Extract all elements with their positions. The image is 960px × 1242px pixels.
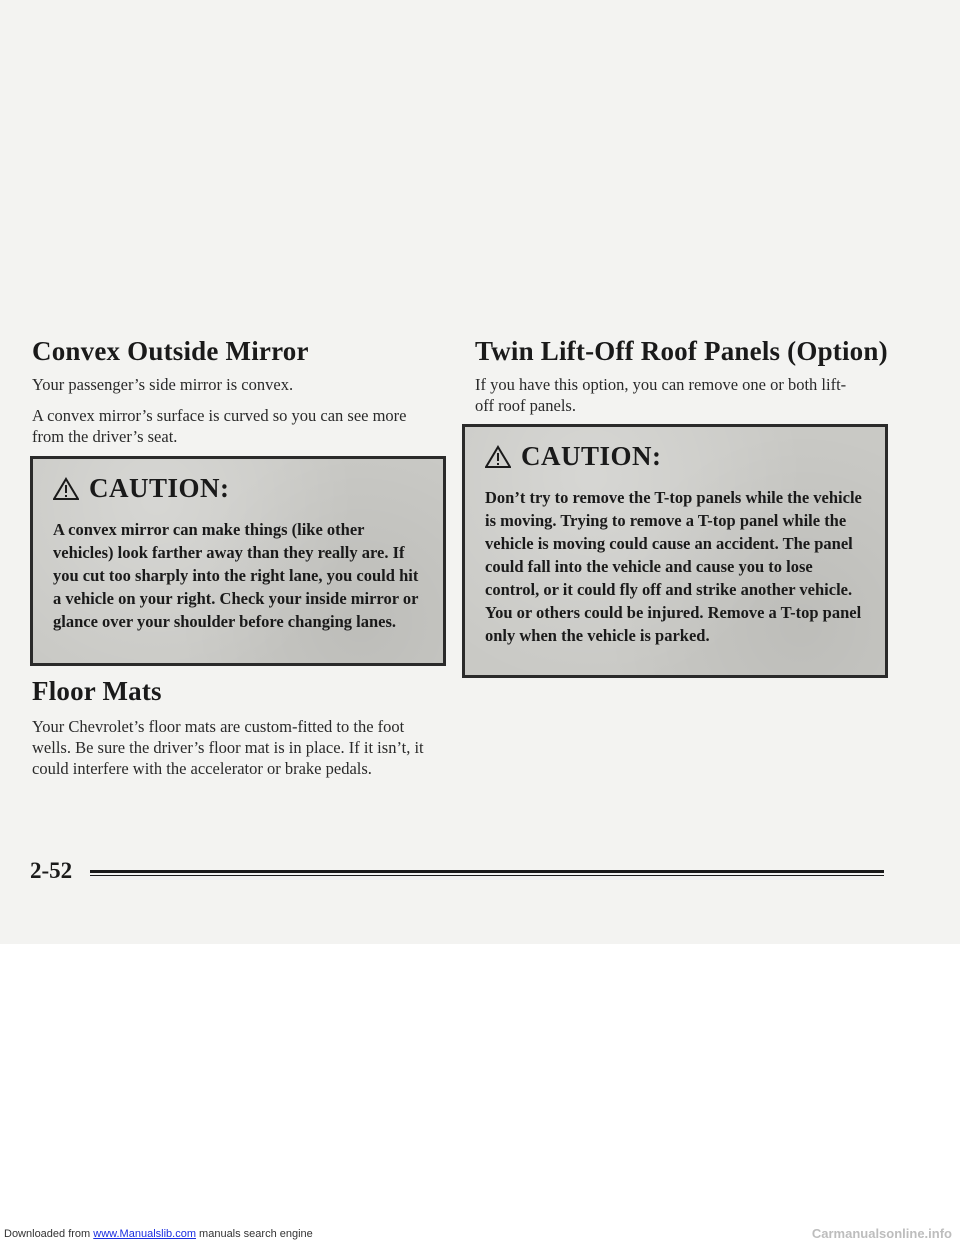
roof-panels-caution-box (462, 424, 888, 678)
warning-triangle-icon (53, 477, 79, 501)
carmanuals-watermark: Carmanualsonline.info (811, 1226, 952, 1241)
convex-mirror-para1: Your passenger’s side mirror is convex. (32, 375, 294, 394)
watermark-suffix: manuals search engine (199, 1228, 313, 1240)
roof-panels-heading: Twin Lift-Off Roof Panels (Option) (475, 336, 888, 366)
caution-header (53, 473, 423, 504)
footer-rule (90, 870, 884, 876)
floor-mats-heading: Floor Mats (32, 676, 162, 706)
manualslib-link[interactable]: www.Manualslib.com (93, 1228, 196, 1240)
warning-triangle-icon (485, 445, 511, 469)
caution-text: A convex mirror can make things (like other vehicles) look farther away than they really are. If you cut too sharply into the right lane, you could hit a vehicle on your right. Check your inside mirror or glance over your shoulder before changing lanes. (53, 520, 419, 631)
floor-mats-para: Your Chevrolet’s floor mats are custom-fitted to the foot wells. Be sure the driver’s floor mat is in place. If it isn’t, it could interfere with the accelerator or brake pedals. (32, 717, 424, 778)
caution-header (485, 441, 865, 472)
watermark-prefix: Downloaded from (4, 1228, 91, 1240)
page-number: 2-52 (30, 858, 73, 883)
convex-mirror-para2: A convex mirror’s surface is curved so you can see more from the driver’s seat. (32, 406, 407, 446)
download-watermark (4, 1228, 313, 1240)
roof-panels-para: If you have this option, you can remove one or both lift-off roof panels. (475, 375, 847, 415)
convex-mirror-heading: Convex Outside Mirror (32, 336, 309, 366)
caution-title: CAUTION: (89, 473, 230, 503)
caution-text: Don’t try to remove the T-top panels while the vehicle is moving. Trying to remove a T-top panel while the vehicle is moving could cause an accident. The panel could fall into the vehicle and cause you to lose control, or it could fly off and strike another vehicle. You or others could be injured. Remove a T-top panel only when the vehicle is parked. (485, 488, 862, 645)
convex-mirror-caution-box (30, 456, 446, 666)
caution-title: CAUTION: (521, 441, 662, 471)
